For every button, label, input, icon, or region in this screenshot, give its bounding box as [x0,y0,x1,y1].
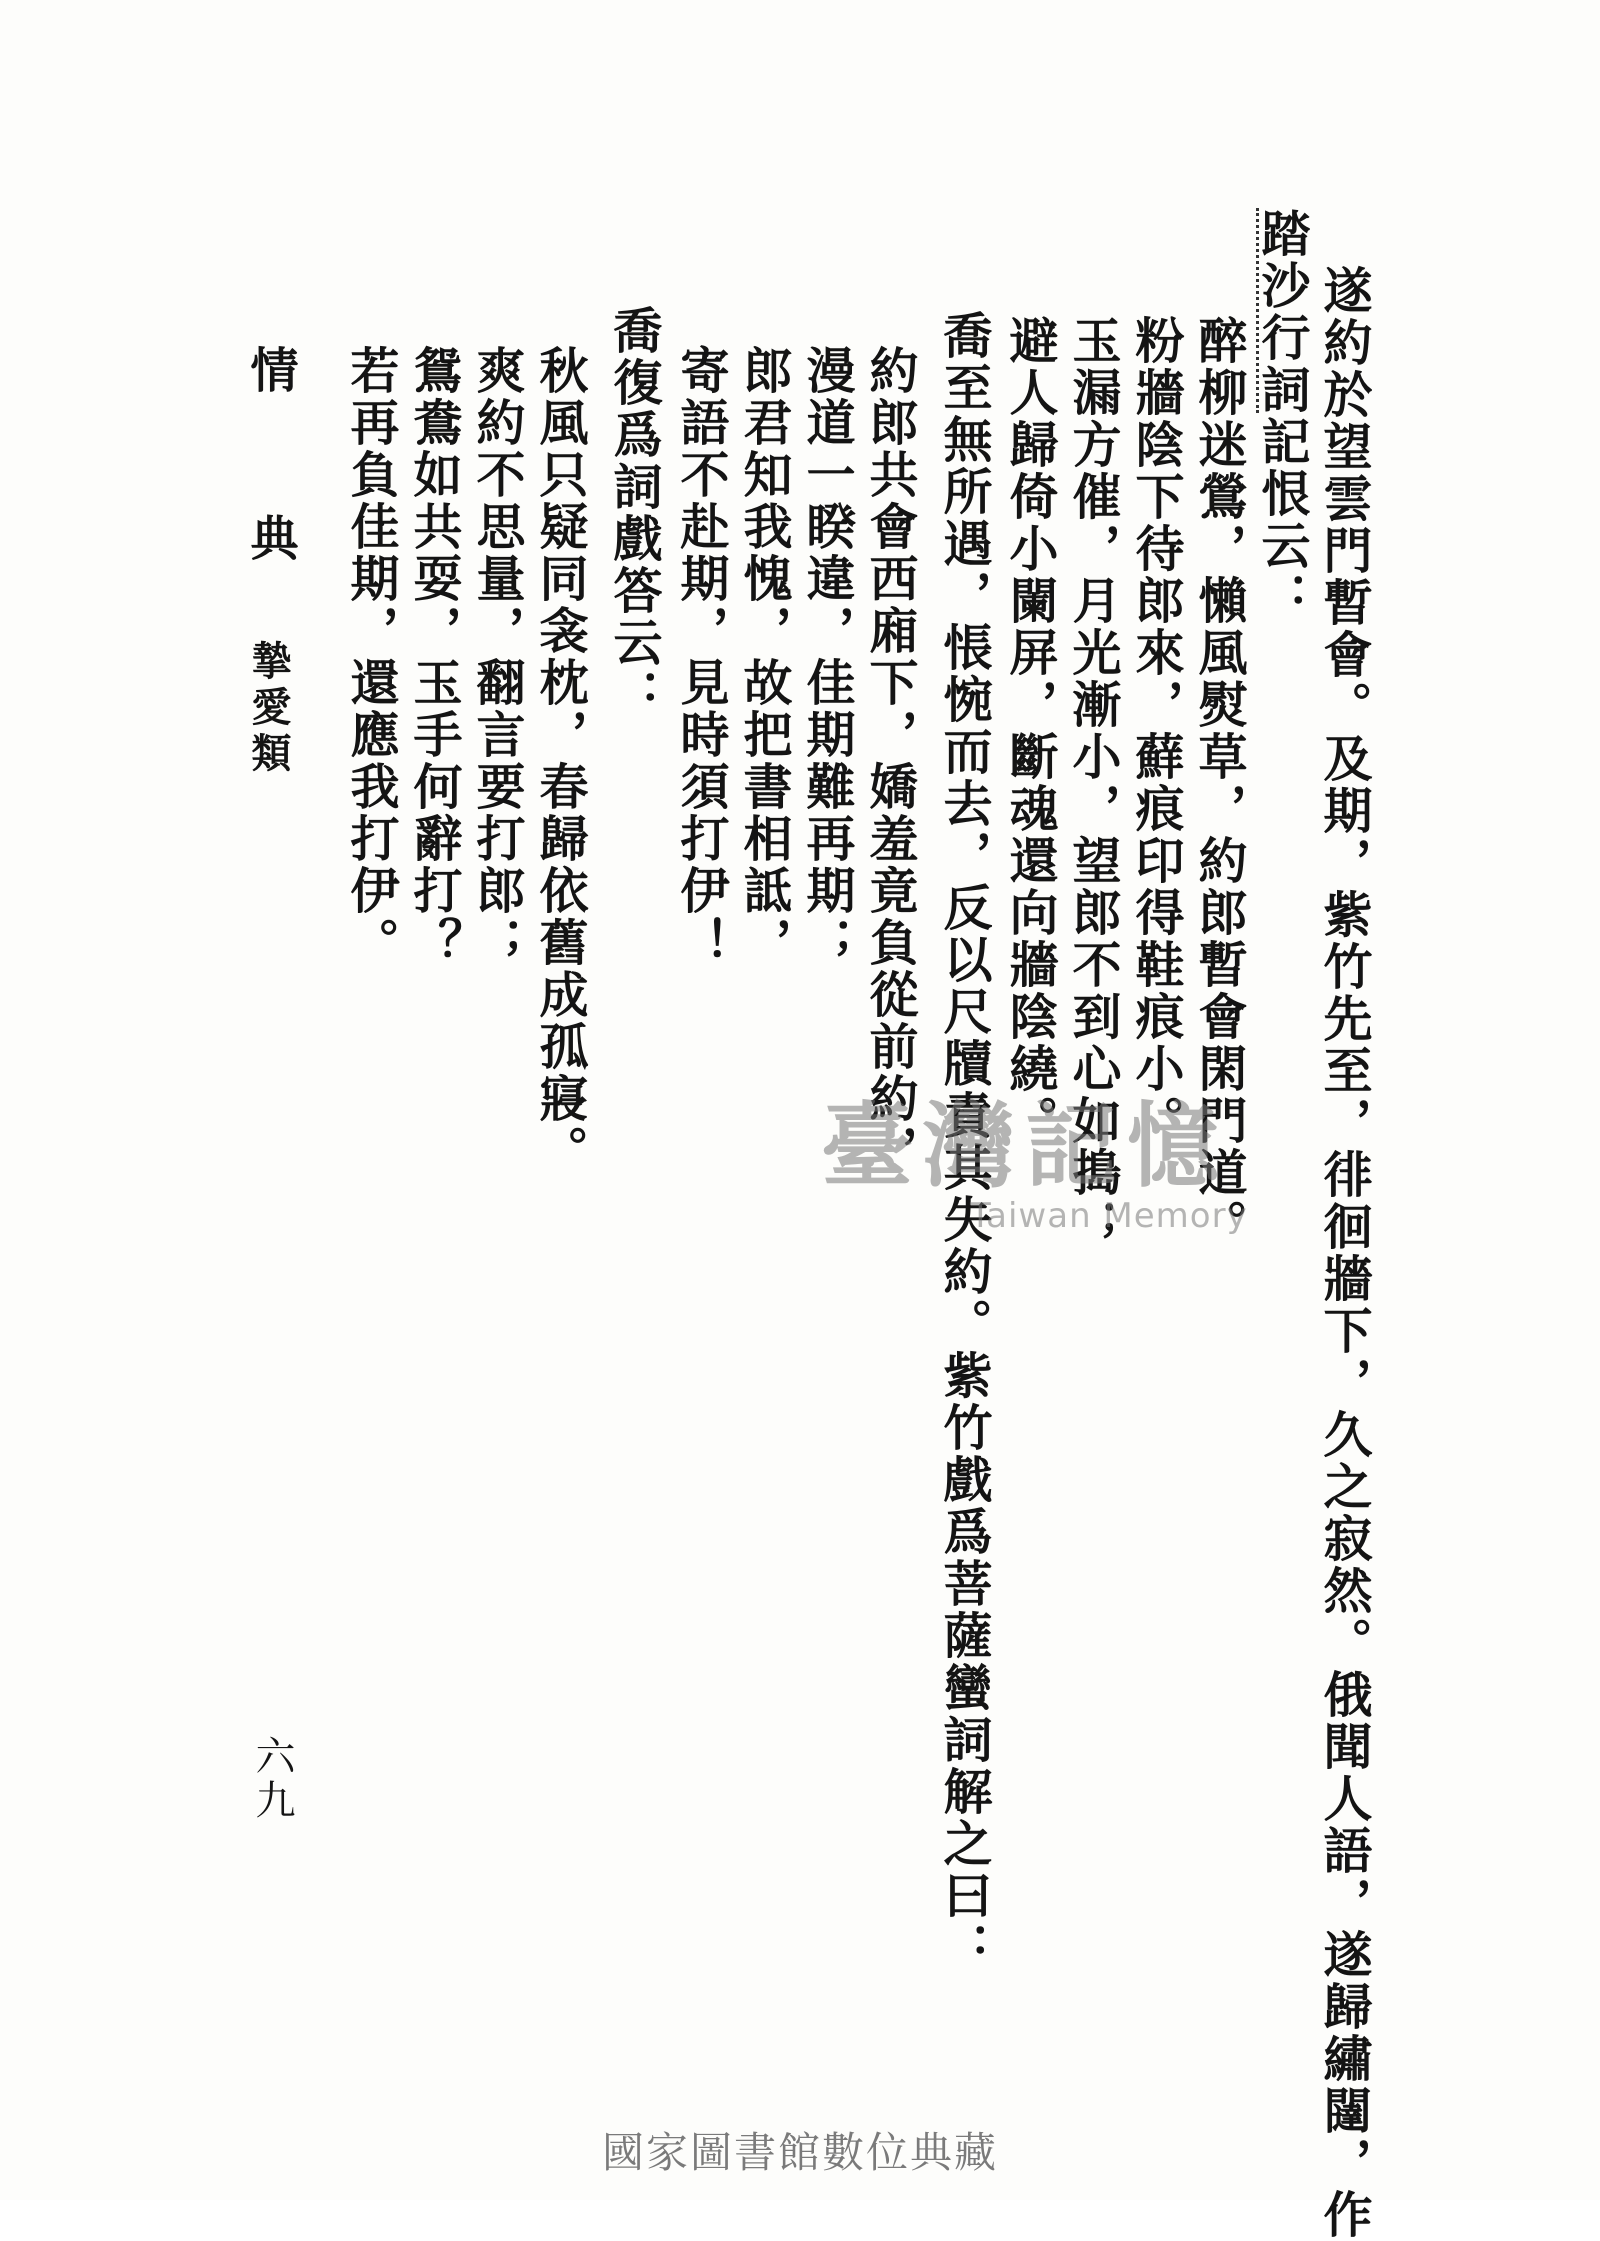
text-column-5: 玉漏方催，月光漸小，望郎不到心如搗； [1065,315,1123,1251]
text-column-11: 寄語不赴期，見時須打伊！ [673,345,731,969]
watermark [790,1092,1260,1280]
wavy-underline [1252,208,1259,413]
text-column-14: 爽約不思量，翻言要打郎； [469,345,527,969]
category-label: 摯愛類 [245,640,292,778]
text-column-9: 漫道一睽違，佳期難再期； [799,345,857,969]
text-column-8: 約郎共會西廂下，嬌羞竟負從前約， [862,345,920,1177]
text-column-7: 喬至無所遇，悵惋而去，反以尺牘責其失約。紫竹戲爲菩薩蠻詞解之曰： [936,310,994,1974]
text-column-13: 秋風只疑同衾枕，春歸依舊成孤寢。 [532,345,590,1177]
text-column-2: 踏沙行詞記恨云： [1254,208,1312,624]
text-column-10: 郎君知我愧，故把書相詆， [736,345,794,969]
text-column-4: 粉牆陰下待郎來，蘚痕印得鞋痕小。 [1128,315,1186,1147]
text-column-6: 避人歸倚小闌屏，斷魂還向牆陰繞。 [1002,315,1060,1147]
book-title: 情 典 [242,345,298,597]
page-number: 六九 [249,1735,295,1823]
watermark-english: Taiwan Memory [970,1196,1248,1236]
watermark-chinese: 臺灣記憶 [820,1092,1229,1200]
text-column-1: 遂約於望雲門暫會。及期，紫竹先至，徘徊牆下，久之寂然。俄聞人語，遂歸繡闥，作 [1316,265,1374,2241]
text-column-15: 鴛鴦如共耍，玉手何辭打？ [406,345,464,969]
source-caption: 國家圖書館數位典藏 [601,2128,998,2177]
text-column-16: 若再負佳期，還應我打伊。 [343,345,401,969]
text-column-12: 喬復爲詞戲答云： [606,305,664,721]
text-column-3: 醉柳迷鶯，懶風熨草，約郎暫會閑門道。 [1191,315,1249,1251]
